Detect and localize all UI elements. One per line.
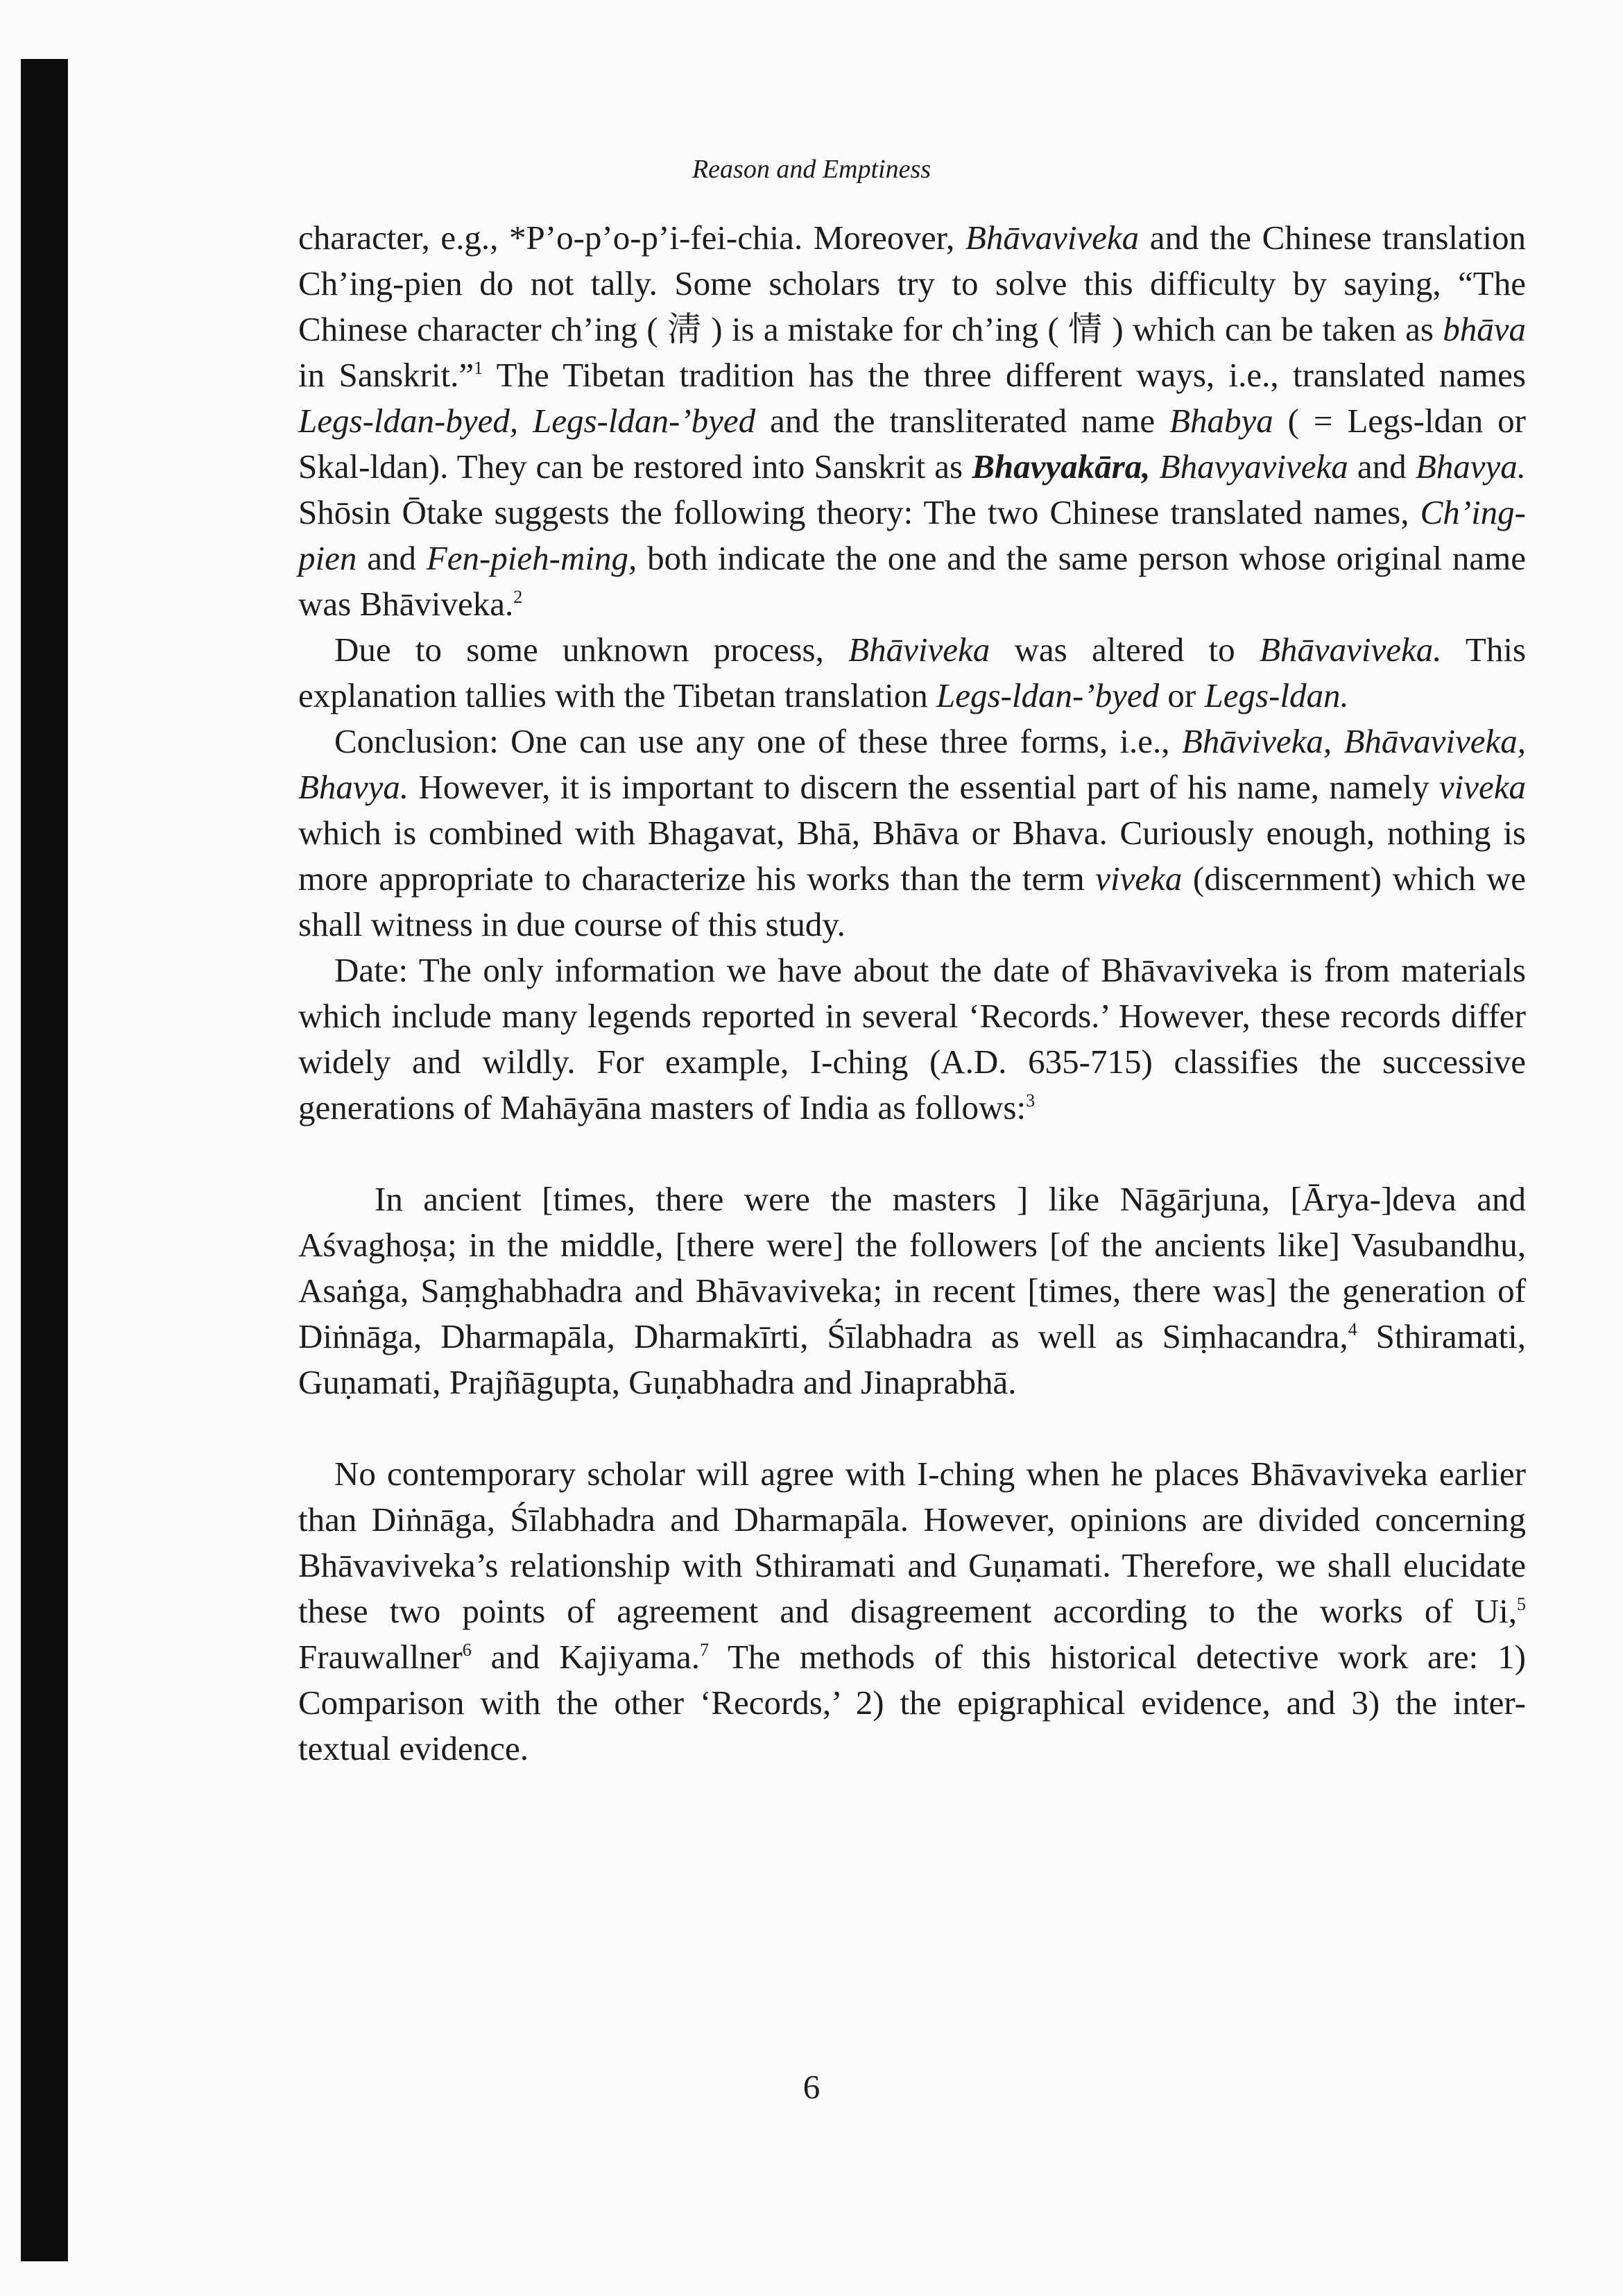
paragraph-date: Date: The only information we have about the date of Bhāvaviveka is from materials which include many legends reported in several ‘Records.’ However, these records differ widely and wildly. For example, I-ching (A.D. 635-715) classifies the successive generations of Mahāyāna masters of India as follows:$^3$ (298, 951, 1526, 1126)
running-header: Reason and Emptiness (692, 155, 931, 184)
paragraph-contemporary: No contemporary scholar will agree with I-ching when he places Bhāvaviveka earlier than Diṅnāga, Śīlabhadra and Dharmapāla. However, opinions are divided concerning Bhāvaviveka’s relationship with Sthiramati and Guṇamati. Therefore, we shall elucidate these two points of agreement and disagreement according to the works of Ui,$^5$ Frauwallner$^6$ and Kajiyama.$^7$ The methods of this historical detective work are: 1) Comparison with the other ‘Records,’ 2) the epigraphical evidence, and 3) the inter-textual evidence. (298, 1455, 1526, 1767)
footnote-ref: 1 (474, 358, 483, 378)
footnote-ref: 5 (1517, 1594, 1526, 1614)
page-body (298, 215, 1526, 1772)
page-number: 6 (802, 2068, 821, 2106)
footnote-ref: 2 (513, 587, 523, 607)
paragraph-process: Due to some unknown process, Bhāviveka was altered to Bhāvaviveka. This explanation tallies with the Tibetan translation Legs-ldan-’byed or Legs-ldan. (298, 631, 1527, 714)
paragraph-names: character, e.g., *P’o-p’o-p’i-fei-chia. Moreover, Bhāvaviveka and the Chinese translation Ch’ing-pien do not tally. Some scholars try to solve this difficulty by saying, “The Chinese character ch’ing ( 淸 ) is a mistake for ch’ing ( 情 ) which can be taken as bhāva in Sanskrit.”$^1$ The Tibetan tradition has the three different ways, i.e., translated names Legs-ldan-byed, Legs-ldan-’byed and the transliterated name Bhabya ( = Legs-ldan or Skal-ldan). They can be restored into Sanskrit as Bhavyakāra, Bhavyaviveka and Bhavya. Shōsin Ōtake suggests the following theory: The two Chinese translated names, Ch’ing-pien and Fen-pieh-ming, both indicate the one and the same person whose original name was Bhāviveka.$^2$ (298, 219, 1526, 623)
footnote-ref: 7 (699, 1640, 709, 1660)
paragraph-conclusion: Conclusion: One can use any one of these three forms, i.e., Bhāviveka, Bhāvaviveka, Bhavya. However, it is important to discern the essential part of his name, namely viveka which is combined with Bhagavat, Bhā, Bhāva or Bhava. Curiously enough, nothing is more appropriate to characterize his works than the term viveka (discernment) which we shall witness in due course of this study. (298, 722, 1526, 943)
footnote-ref: 6 (462, 1640, 472, 1660)
block-quote: In ancient [times, there were the masters ] like Nāgārjuna, [Ārya-]deva and Aśvaghoṣa; in the middle, [there were] the followers [of the ancients like] Vasubandhu, Asaṅga, Saṃghabhadra and Bhāvaviveka; in recent [times, there was] the generation of Diṅnāga, Dharmapāla, Dharmakīrti, Śīlabhadra as well as Siṃhacandra,$^4$ Sthiramati, Guṇamati, Prajñāgupta, Guṇabhadra and Jinaprabhā. (298, 1180, 1526, 1401)
scan-binding-edge (21, 59, 68, 2261)
footnote-ref: 3 (1026, 1090, 1036, 1111)
footnote-ref: 4 (1348, 1319, 1357, 1339)
